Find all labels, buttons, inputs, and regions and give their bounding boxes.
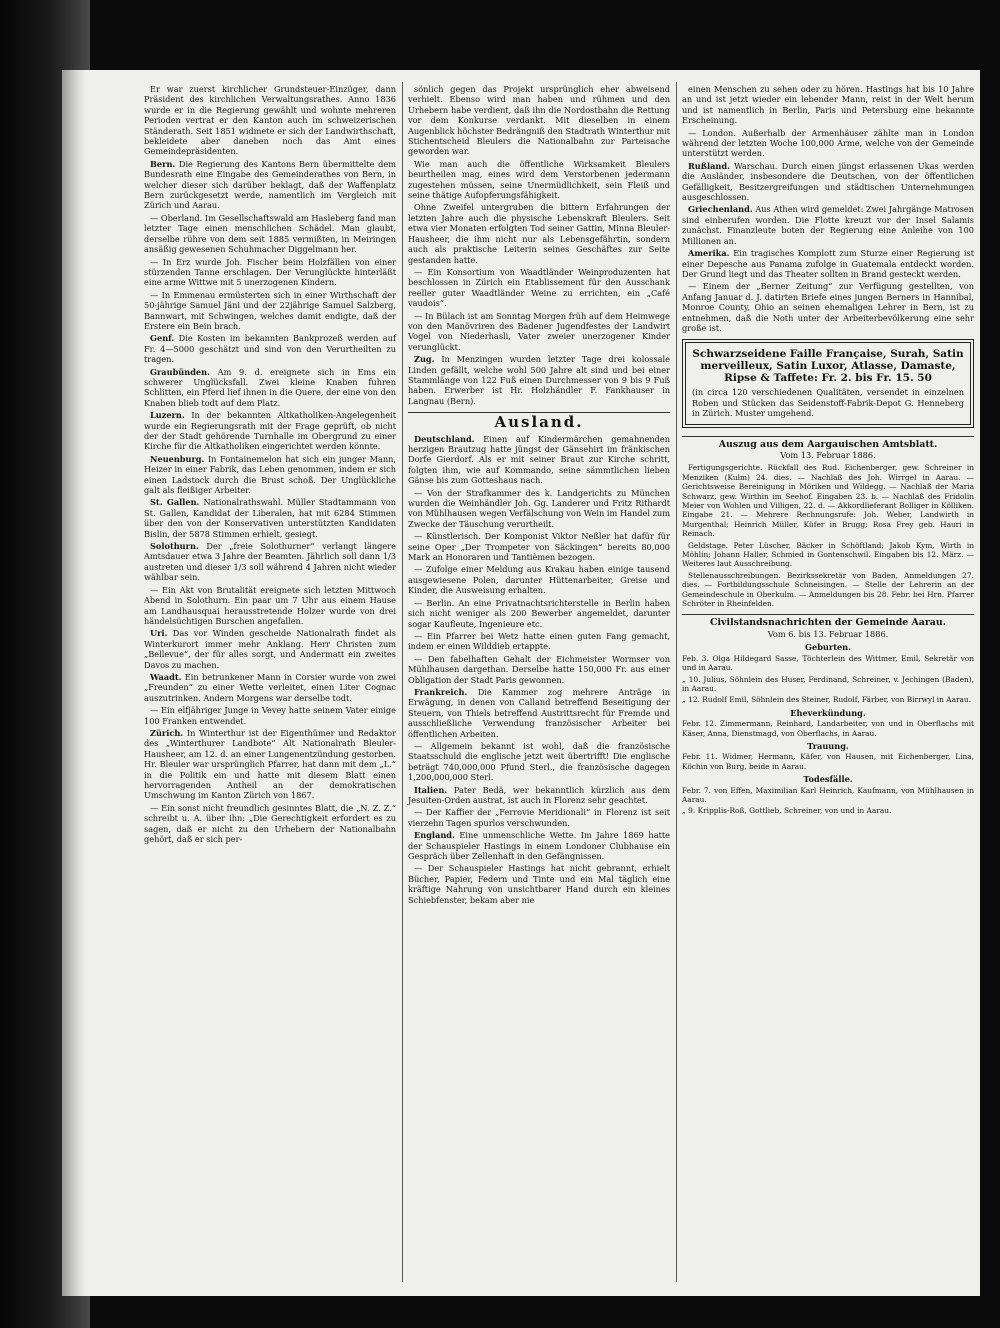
section-heading: Zürich. xyxy=(150,727,184,738)
amtsblatt-text: Geldstage. Peter Lüscher, Bäcker in Schöftland; Jakob Kym, Wirth in Möhlin; Johann Haller, Schmied in Gontenschwil. Eingaben bis 12. März. — Weiteres laut Ausschreibung. xyxy=(682,540,974,569)
birth-record: Feb. 3. Olga Hildegard Sasse, Töchterlein des Wittmer, Emil, Sekretär von und in Aarau. xyxy=(682,653,974,673)
section-heading: Solothurn. xyxy=(150,541,199,552)
article-bern xyxy=(144,159,396,211)
article-stgallen xyxy=(144,497,396,539)
article-zug xyxy=(408,354,670,406)
amtsblatt-text: Stellenausschreibungen. Bezirkssekretär von Baden, Anmeldungen 27. dies. — Fortbildungsschule Schneisingen. — Stelle der Lehrerin an der Gemeindeschule in Oberkulm. — Anmeldungen bis 28. Febr. bei Hrn. Pfarrer Schröter in Rheinfelden. xyxy=(682,570,974,609)
amtsblatt-text: Fertigungsgerichte. Rückfall des Rud. Eichenberger, gew. Schreiner in Menziken (Kulm) 24. dies. — Nachlaß des Joh. Wirrgel in Aarau. — Gerichtsweise Bereinigung in Möriken und Wildegg. — Nachlaß der Maria Schwarz, gew. Wirthin im Seehof. Eingaben 23. b. — Nachlaß des Fridolin Meier von Wohlen und Villigen, 22. d. — Akkordlieferant Bolliger in Kölliken. Eingabe 21. — Mehrere Rechnungsrufe: Joh. Weber, Landwirth in Murgenthal; Heinrich Müller, Küfer in Brugg; Rosa Frey geb. Hauri in Reinach. xyxy=(682,463,974,539)
section-heading: Bern. xyxy=(150,158,176,169)
article-text: Er war zuerst kirchlicher Grundsteuer-Einzüger, dann Präsident des kirchlichen Verwaltungsrathes. Anno 1836 wurde er in die Regierung gewählt und wohnte mehreren Perioden vertrat er den Kanton auch im schweizerischen Ständerath. Seit 1851 widmete er sich der Landwirthschaft, bekleidete aber daneben noch das Amt eines Gemeindepräsidenten. xyxy=(144,84,396,157)
article-text: — Der Kaffier der „Ferrovie Meridionali“ in Florenz ist seit vierzehn Tagen spurlos verschwunden. xyxy=(408,807,670,828)
births-heading: Geburten. xyxy=(805,642,851,653)
article-text: — Allgemein bekannt ist wohl, daß die französische Staatsschuld die englische jetzt weit übertrifft! Die englische beträgt 740,000,000 Pfund Sterl., die französische dagegen 1,200,000,000 Sterl. xyxy=(408,740,670,783)
section-heading: Amerika. xyxy=(688,248,730,259)
section-heading: Griechenland. xyxy=(688,204,753,215)
death-record: „ 9. Kripplis-Roß, Gottlieb, Schreiner, von und in Aarau. xyxy=(682,806,892,816)
section-heading: Deutschland. xyxy=(414,433,475,444)
article-text: — In Bülach ist am Sonntag Morgen früh auf dem Heimwege von den Manövriren des Badener Jugendfestes der Landwirt Vogel von Niederhasli, Vater zweier unerzogener Kinder verunglückt. xyxy=(408,310,670,352)
article-text: — Den fabelhaften Gehalt der Eichmeister Wormser von Mühlhausen dargethan. Derselbe hatte 150,000 Fr. aus einer Obligation der Stadt Paris gewonnen. xyxy=(408,653,670,685)
article-text: In der bekannten Altkatholiken-Angelegenheit wurde ein Regierungsrath mit der Frage geprüft, ob nicht der der Stadt gehörende Turnhalle im Obergrund zu einer Kirche für die Altkatholiken eingerichtet werden könnte. xyxy=(144,410,396,452)
banns-heading: Eheverkündung. xyxy=(790,707,866,718)
banns-record: Febr. 12. Zimmermann, Reinhard, Landarbeiter, von und in Oberflachs mit Käser, Anna, Dienstmagd, von Oberflachs, in Aarau. xyxy=(682,719,974,738)
ausland-headline: Ausland. xyxy=(408,412,670,427)
silk-advertisement xyxy=(682,339,974,427)
article-text: In Menzingen wurden letzter Tage drei kolossale Linden gefällt, welche wohl 500 Jahre alt sind und bei einer Stammlänge von 122 Fuß einen Durchmesser von 9 bis 9 Fuß haben. Erwerber ist Hr. Holzhändler F. Fankhauser in Langnau (Bern). xyxy=(408,354,670,406)
article-text: — Berlin. An eine Privatnachtsrichterstelle in Berlin haben sich nicht weniger als 200 Bewerber angemeldet, darunter sogar Kaufleute, Ingenieure etc. xyxy=(408,597,670,629)
article-frankreich xyxy=(408,687,670,739)
article-text: In Fontainemelon hat sich ein junger Mann, Heizer in einer Fabrik, das Leben genommen, indem er sich einen Ladstock durch die Brust schoß. Der Unglückliche galt als fleißiger Arbeiter. xyxy=(144,453,396,496)
advertisement-body: (in circa 120 verschiedenen Qualitäten, versendet in einzelnen Roben und Stücken das Seidenstoff-Fabrik-Depot G. Henneberg in Zürich. Muster umgehend. xyxy=(692,387,964,419)
civilstand-title: Civilstandsnachrichten der Gemeinde Aarau. xyxy=(682,614,974,628)
article-text: — Einem der „Berner Zeitung“ zur Verfügung gestellten, von Anfang Januar d. J. datirten Briefe eines jungen Berners in Hannibal, Monroe County, Ohio an seinen ehemaligen Lehrer in Bern, ist zu entnehmen, daß die Noth unter der Arbeiterbevölkerung eine sehr große ist. xyxy=(682,281,974,333)
deaths-heading: Todesfälle. xyxy=(803,774,853,785)
article-waadt xyxy=(144,672,396,703)
article-luzern xyxy=(144,410,396,452)
article-england xyxy=(408,830,670,861)
article-uri xyxy=(144,628,396,670)
article-text: — London. Außerhalb der Armenhäuser zählte man in London während der letzten Woche 100,000 Arme, welche von der Gemeinde unterstützt werden. xyxy=(682,127,974,159)
page-fold-shadow xyxy=(62,70,86,1296)
column-rule-1 xyxy=(402,82,403,1282)
article-text: — Ein Akt von Brutalität ereignete sich letzten Mittwoch Abend in Solothurn. Ein paar um 7 Uhr aus einem Hause am Landhausquai herausstretende Holzer wurde von drei händelsüchtigen Burschen angefallen. xyxy=(144,584,396,626)
article-text: Aus Athen wird gemeldet: Zwei Jahrgänge Matrosen sind einberufen worden. Die Flotte kreuzt vor der Insel Salamis zunächst. Finanzleute boten der Regierung eine Anleihe von 100 Millionen an. xyxy=(682,204,974,246)
marriage-record: Febr. 11. Widmer, Hermann, Käfer, von Hausen, mit Eichenberger, Lina, Köchin von Burg, beide in Aarau. xyxy=(682,752,974,771)
civilstand-date: Vom 6. bis 13. Februar 1886. xyxy=(767,628,889,639)
article-text: Der „freie Solothurner“ verlangt längere Amtsdauer etwa 3 Jahre der Beamten. Jährlich soll dann 1/3 austreten und dieser 1/3 soll während 4 Jahren nicht wieder wählbar sein. xyxy=(144,541,397,583)
article-text: Die Kosten im bekannten Bankprozeß werden auf Fr. 4—5000 geschätzt und sind von den Verurtheilten zu tragen. xyxy=(144,333,396,365)
article-griechenland xyxy=(682,204,974,246)
article-text: — Ein Konsortium von Waadtländer Weinproduzenten hat beschlossen in Zürich ein Etablissement für den Ausschank reeller guter Waadtländer Weine zu errichten, ein „Café vaudois“. xyxy=(408,266,670,309)
column-1 xyxy=(144,84,396,846)
article-italien xyxy=(408,785,670,806)
section-heading: Italien. xyxy=(414,784,448,795)
article-text: — In Erz wurde Joh. Fischer beim Holzfällen von einer stürzenden Tanne erschlagen. Der Verunglückte hinterläßt eine arme Wittwe mit 5 unerzogenen Kindern. xyxy=(144,256,396,288)
section-heading: Frankreich. xyxy=(414,686,468,697)
advertisement-title: Schwarzseidene Faille Française, Surah, Satin merveilleux, Satin Luxor, Atlasse, Damaste, Ripse & Taffete: Fr. 2. bis Fr. 15. 50 xyxy=(692,348,964,385)
article-text: — Künstlerisch. Der Komponist Viktor Neßler hat dafür für seine Oper „Der Trompeter von Säckingen“ bereits 80,000 Mark an Honoraren und Tantièmen bezogen. xyxy=(408,531,670,563)
column-3 xyxy=(682,84,974,818)
marriage-heading: Trauung. xyxy=(807,740,849,751)
article-solothurn xyxy=(144,541,396,583)
article-neuenburg xyxy=(144,454,396,496)
article-text: — Ein elfjähriger Junge in Vevey hatte seinem Vater einige 100 Franken entwendet. xyxy=(144,705,396,726)
section-heading: Waadt. xyxy=(150,671,182,682)
article-text: Wie man auch die öffentliche Wirksamkeit Bleulers beurtheilen mag, eines wird dem Verstorbenen jedermann zugestehen müssen, seine Unermüdlichkeit, sein Fleiß und seine thätige Aufopferungsfähigkeit. xyxy=(408,158,670,201)
article-text: Die Regierung des Kantons Bern übermittelte dem Bundesrath eine Eingabe des Gemeinderathes von Bern, in welcher dieser sich darüber beklagt, daß der Waffenplatz Bern zurückgesetzt werde, namentlich im Vergleich mit Zürich und Aarau. xyxy=(144,158,396,211)
article-text: — Zufolge einer Meldung aus Krakau haben einige tausend ausgewiesene Polen, darunter Hüttenarbeiter, Greise und Kinder, die Ausweisung erhalten. xyxy=(408,564,670,596)
article-zuerich xyxy=(144,728,396,801)
article-text: Nationalrathswahl. Müller Stadtammann von St. Gallen, Kandidat der Liberalen, hat mit 6284 Stimmen über den von der Konservativen unterstützten Kandidaten Bislin, der 5878 Stimmen erhielt, gesiegt. xyxy=(144,497,396,539)
birth-record: „ 10. Julius, Söhnlein des Huser, Ferdinand, Schreiner, v. Jechingen (Baden), in Aarau. xyxy=(682,674,974,693)
newspaper-page xyxy=(62,70,980,1296)
article-text: — In Emmenau ermüsterten sich in einer Wirthschaft der 50-jährige Samuel Jäni und der 22jährige Samuel Salzberg, Bannwart, mit Schwingen, welches damit endigte, daß der Erstere ein Bein brach. xyxy=(144,289,396,331)
birth-record: „ 12. Rudolf Emil, Söhnlein des Steiner, Rudolf, Färber, von Birrwyl in Aarau. xyxy=(682,695,972,705)
article-text: einen Menschen zu sehen oder zu hören. Hastings hat bis 10 Jahre an und ist jetzt wieder ein lebender Mann, reist in der Welt herum und ist namentlich in Berlin, Paris und Petersburg eine bekannte Erscheinung. xyxy=(682,84,974,126)
article-text: Die Kammer zog mehrere Anträge in Erwägung, in denen von Calland betreffend Beseitigung der Steuern, von Thiels betreffend Austrittsrecht für Fremde und ausschließliche Verwendung französischer Arbeiter bei öffentlichen Arbeiten. xyxy=(408,686,670,739)
article-text: Ein tragisches Komplott zum Sturze einer Regierung ist einer Depesche aus Panama zufolge in Guatemala entdeckt worden. Der Grund liegt und das Theater sollten in Brand gesteckt werden. xyxy=(682,248,975,279)
section-heading: England. xyxy=(414,830,455,841)
section-heading: Luzern. xyxy=(150,410,185,421)
section-heading: Zug. xyxy=(414,354,435,365)
article-text: sönlich gegen das Projekt ursprünglich eher abweisend verhielt. Ebenso wird man haben und rühmen und den Urhebern habe verdient, daß ihn die Nordostbahn die Rettung vor dem Konkurse verdankt. Mit dieselben in einem Augenblick höchster Bedrängniß den Stadtrath Winterthur mit Stichentscheid Bleulers die Nationalbahn zur Parteisache geworden war. xyxy=(408,84,670,157)
article-text: Einen auf Kindermärchen gemahnenden herzigen Brautzug hatte jüngst der Gänsehirt im fränkischen Dorfe Gierdorf. Als er mit seiner Braut zur Kirche schritt, folgten ihm, wie auf Kommando, seine sämmtlichen lieben Gänse bis zum Gotteshaus nach. xyxy=(408,433,670,486)
article-text: Pater Bedä, wer bekanntlich kürzlich aus dem Jesuiten-Orden austrat, ist auch in Florenz sehr geachtet. xyxy=(408,784,670,805)
section-heading: Uri. xyxy=(150,628,168,639)
article-text: Warschau. Durch einen jüngst erlassenen Ukas werden die Ausländer, insbesondere die Deutschen, von der öffentlichen Gefälligkeit, Besitzergreifungen und städtischen Unternehmungen ausgeschlossen. xyxy=(682,160,974,203)
article-text: Ohne Zweifel untergruben die bittern Erfahrungen der letzten Jahre auch die physische Lebenskraft Bleulers. Seit etwa vier Monaten erfolgten Tod seiner Gattin, Minna Bleuler-Hausheer, die ihm nicht nur als Lebensgefährtin, sondern auch als praktische Leiterin seines Geschäftes zur Seite gestanden hatte. xyxy=(408,202,670,265)
article-amerika xyxy=(682,248,974,279)
article-text: Ein betrunkener Mann in Corsier wurde von zwei „Freunden“ zu einer Wette verleitet, einen Liter Cognac auszutrinken. Andern Morgens war derselbe todt. xyxy=(144,671,396,703)
article-text: — Ein Pfarrer bei Wetz hatte einen guten Fang gemacht, indem er einen Wilddieb ertappte. xyxy=(408,630,670,652)
section-heading: Neuenburg. xyxy=(150,453,205,464)
section-heading: St. Gallen. xyxy=(150,497,200,508)
death-record: Febr. 7. von Effen, Maximilian Karl Heinrich, Kaufmann, von Mühlhausen in Aarau. xyxy=(682,785,974,804)
article-text: In Winterthur ist der Eigenthümer und Redaktor des „Winterthurer Landbote“ Alt Nationalrath Bleuler-Hausheer, am 12. d. an einer Lungenentzündung gestorben. Hr. Bleuler war ursprünglich Pfarrer, hat dann mit dem „L.“ in die Politik ein und hatte mit diesem Blatt einen hervorragenden Antheil an der demokratischen Umschwung im Kanton Zürich von 1867. xyxy=(144,727,396,801)
article-graubuenden xyxy=(144,367,396,409)
section-heading: Rußland. xyxy=(688,160,730,171)
article-genf xyxy=(144,333,396,364)
article-text: Das vor Winden gescheide Nationalrath findet als Winterkurort immer mehr Anklang. Herr Christen zum „Bellevue“, der für alles sorgt, und Andermatt ein zweites Davos zu machen. xyxy=(144,628,396,670)
amtsblatt-date: Vom 13. Februar 1886. xyxy=(780,449,876,460)
section-heading: Genf. xyxy=(150,333,175,344)
article-text: — Ein sonst nicht freundlich gesinntes Blatt, die „N. Z. Z.“ schreibt u. A. über ihn: „Die Gerechtigkeit erfordert es zu sagen, daß er nicht zu den Urhebern der Nationalbahn gehört, daß er sich per- xyxy=(144,802,396,845)
column-2 xyxy=(408,84,670,907)
article-russland xyxy=(682,161,974,203)
article-text: — Der Schauspieler Hastings hat nicht gebrannt, erhielt Bücher, Papier, Federn und Tinte und ein Mal täglich eine kräftige Nahrung von unsichtbarer Hand durch ein kleines Schiebfenster, bekam aber nie xyxy=(408,863,670,905)
article-text: Am 9. d. ereignete sich in Ems ein schwerer Unglücksfall. Zwei kleine Knaben fuhren Schlitten, ein Pferd lief ihnen in die Quere, der eine von den Knaben blieb todt auf dem Platz. xyxy=(144,366,396,408)
section-heading: Graubünden. xyxy=(150,366,210,377)
column-rule-2 xyxy=(676,82,677,1282)
article-text: — Oberland. Im Gesellschaftswald am Hasleberg fand man letzter Tage einen menschlichen Schädel. Man glaubt, derselbe rühre von dem seit 1885 vermißten, in Meiringen ansäßig gewesenen Schuhmacher Diggelmann her. xyxy=(144,212,396,255)
article-text: Eine unmenschliche Wette. Im Jahre 1869 hatte der Schauspieler Hastings in einem Londoner Clubhause ein Gespräch über Zellenhaft in den Gefängnissen. xyxy=(408,830,670,862)
article-deutschland xyxy=(408,434,670,486)
amtsblatt-title: Auszug aus dem Aargauischen Amtsblatt. xyxy=(682,436,974,450)
article-text: — Von der Strafkammer des k. Landgerichts zu München wurden die Weinhändler Joh. Gg. Landerer und Fritz Rithardt von Mühlhausen wegen Verfälschung von Wein im Handel zum Zwecke der Täuschung verurtheilt. xyxy=(408,487,670,529)
